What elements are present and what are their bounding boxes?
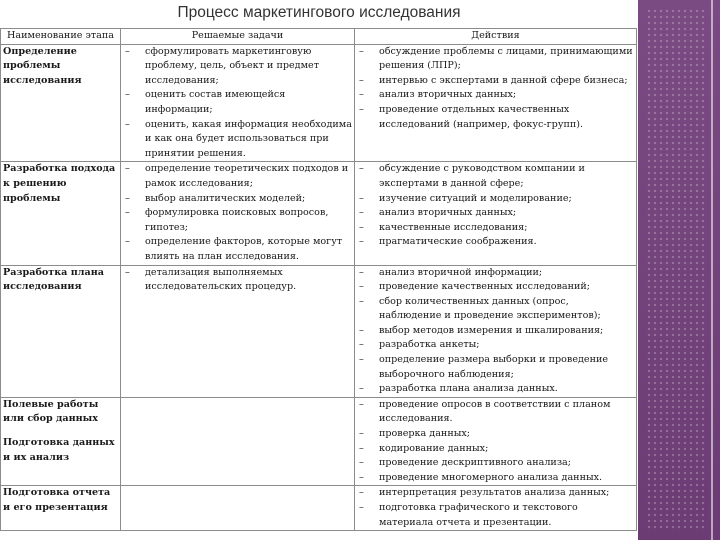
actions-cell xyxy=(355,486,637,531)
tasks-cell xyxy=(121,486,355,531)
task-item: – формулировка поисковых вопросов, гипотез; xyxy=(123,206,352,235)
actions-list xyxy=(357,398,634,486)
task-item: – оценить, какая информация необходима и как она будет использоваться при принятии решения. xyxy=(123,118,352,162)
action-item: – изучение ситуаций и моделирование; xyxy=(357,192,634,207)
tasks-cell xyxy=(121,44,355,162)
actions-cell xyxy=(355,397,637,486)
decorative-dot-pattern xyxy=(646,8,706,532)
stage-name: Полевые работы или сбор данных xyxy=(3,398,99,425)
action-item: – анализ вторичной информации; xyxy=(357,266,634,281)
decorative-band-line xyxy=(711,0,713,540)
stage-cell xyxy=(1,486,121,531)
tasks-list xyxy=(123,45,352,162)
action-item: – проверка данных; xyxy=(357,427,634,442)
tasks-cell xyxy=(121,265,355,397)
action-item: – определение размера выборки и проведение выборочного наблюдения; xyxy=(357,353,634,382)
action-item: – проведение опросов в соответствии с планом исследования. xyxy=(357,398,634,427)
stage-cell xyxy=(1,162,121,265)
stage-name: Подготовка данных и их анализ xyxy=(3,437,115,463)
action-item: – обсуждение с руководством компании и экспертами в данной сфере; xyxy=(357,162,634,191)
action-item: – разработка анкеты; xyxy=(357,338,634,353)
header-stage: Наименование этапа xyxy=(1,29,121,45)
task-item: – детализация выполняемых исследовательских процедур. xyxy=(123,266,352,295)
action-item: – проведение отдельных качественных исследований (например, фокус-групп). xyxy=(357,103,634,132)
header-actions: Действия xyxy=(355,29,637,45)
action-item: – анализ вторичных данных; xyxy=(357,206,634,221)
action-item: – проведение многомерного анализа данных. xyxy=(357,471,634,486)
actions-cell xyxy=(355,265,637,397)
stage-name: Определение проблемы исследования xyxy=(3,45,82,86)
tasks-list xyxy=(123,162,352,264)
stage-name: Разработка подхода к решению проблемы xyxy=(3,163,116,204)
actions-cell xyxy=(355,44,637,162)
table-row xyxy=(1,162,637,265)
action-item: – обсуждение проблемы с лицами, принимающими решения (ЛПР); xyxy=(357,45,634,74)
actions-list xyxy=(357,486,634,530)
action-item: – прагматические соображения. xyxy=(357,235,634,250)
tasks-cell xyxy=(121,397,355,486)
table-row xyxy=(1,265,637,397)
action-item: – выбор методов измерения и шкалирования; xyxy=(357,324,634,339)
actions-list xyxy=(357,45,634,133)
tasks-list xyxy=(123,266,352,295)
action-item: – анализ вторичных данных; xyxy=(357,88,634,103)
action-item: – качественные исследования; xyxy=(357,221,634,236)
stage-cell xyxy=(1,397,121,486)
task-item: – определение теоретических подходов и рамок исследования; xyxy=(123,162,352,191)
slide-title: Процесс маркетингового исследования xyxy=(177,4,461,21)
action-item: – интерпретация результатов анализа данных; xyxy=(357,486,634,501)
table-row xyxy=(1,44,637,162)
table-row xyxy=(1,486,637,531)
table-row xyxy=(1,397,637,486)
action-item: – проведение качественных исследований; xyxy=(357,280,634,295)
research-process-table xyxy=(0,28,637,531)
action-item: – разработка плана анализа данных. xyxy=(357,382,634,397)
stage-cell xyxy=(1,265,121,397)
task-item: – сформулировать маркетинговую проблему, цель, объект и предмет исследования; xyxy=(123,45,352,89)
stage-name: Разработка плана исследования xyxy=(3,266,104,293)
action-item: – сбор количественных данных (опрос, наблюдение и проведение экспериментов); xyxy=(357,295,634,324)
table-header-row xyxy=(1,29,637,45)
task-item: – выбор аналитических моделей; xyxy=(123,192,352,207)
tasks-cell xyxy=(121,162,355,265)
action-item: – подготовка графического и текстового материала отчета и презентации. xyxy=(357,501,634,530)
header-tasks: Решаемые задачи xyxy=(121,29,355,45)
stage-name: Подготовка отчета и его презентация xyxy=(3,487,111,513)
action-item: – кодирование данных; xyxy=(357,442,634,457)
actions-list xyxy=(357,266,634,397)
task-item: – оценить состав имеющейся информации; xyxy=(123,88,352,117)
actions-list xyxy=(357,162,634,250)
stage-cell xyxy=(1,44,121,162)
task-item: – определение факторов, которые могут влиять на план исследования. xyxy=(123,235,352,264)
action-item: – интервью с экспертами в данной сфере бизнеса; xyxy=(357,74,634,89)
actions-cell xyxy=(355,162,637,265)
action-item: – проведение дескриптивного анализа; xyxy=(357,456,634,471)
